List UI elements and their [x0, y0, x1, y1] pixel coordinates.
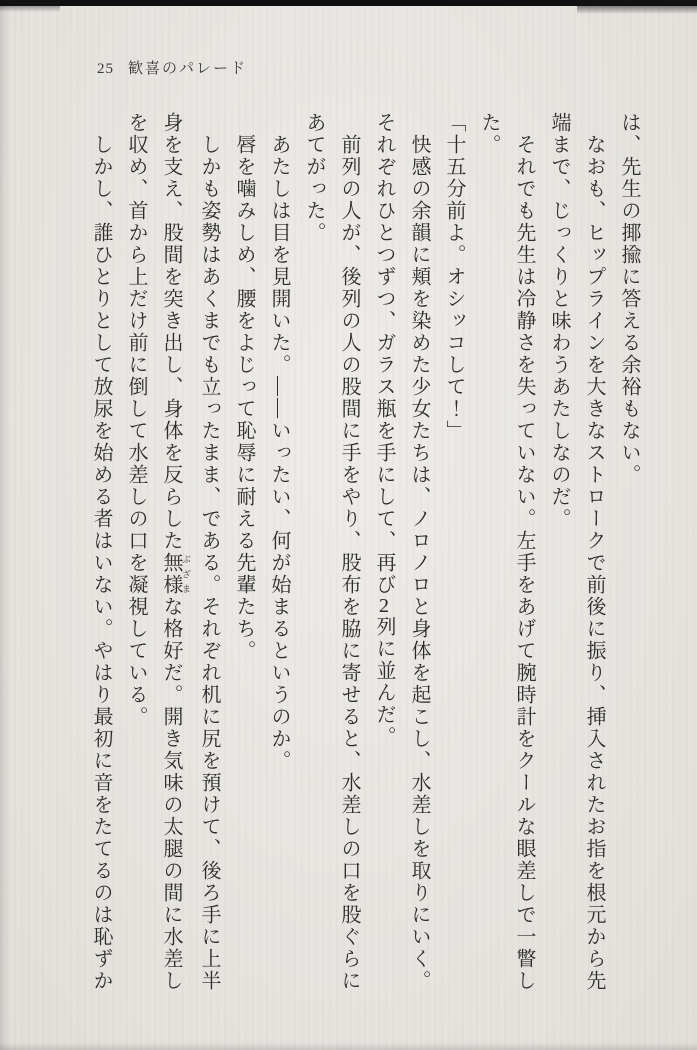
text-line: 「十五分前よ。オシッコして！」 — [443, 112, 465, 442]
text-line: あたしは目を見開いた。――いったい、何が始まるというのか。 — [268, 112, 290, 772]
text-line: た。 — [478, 112, 500, 156]
scan-shadow-top-right — [577, 0, 697, 14]
text-line: しかし、誰ひとりとして放尿を始める者はいない。やはり最初に音をたてるのは恥ずか — [90, 112, 112, 992]
text-line: 前列の人が、後列の人の股間に手をやり、股布を脇に寄せると、水差しの口を股ぐらに — [338, 112, 360, 992]
text-line: 身を支え、股間を突き出し、身体を反らした無様 ぶざまな格好だ。開き気味の太腿の間に水差し — [160, 112, 191, 992]
page-number: 25 — [97, 61, 114, 77]
text-line: それでも先生は冷静さを失っていない。左手をあげて腕時計をクールな眼差しで一瞥し — [513, 112, 535, 992]
scan-shadow-left — [0, 0, 10, 1050]
ruby-annotated-word: 無様 ぶざま — [160, 552, 191, 596]
text-line: 唇を噛みしめ、腰をよじって恥辱に耐える先輩たち。 — [233, 112, 255, 662]
text-line: は、先生の揶揄に答える余裕もない。 — [618, 112, 640, 486]
scan-shadow-bottom — [0, 1042, 697, 1050]
text-line: あてがった。 — [303, 112, 325, 244]
text-line: それぞれひとつずつ、ガラス瓶を手にして、再び2列に並んだ。 — [373, 112, 395, 748]
text-line: しかも姿勢はあくまでも立ったまま、である。それぞれ机に尻を預けて、後ろ手に上半 — [198, 112, 220, 992]
running-title: 歓喜のパレード — [128, 61, 248, 77]
text-line: 端まで、じっくりと味わうあたしなのだ。 — [548, 112, 570, 530]
text-line: なおも、ヒップラインを大きなストロークで前後に振り、挿入されたお指を根元から先 — [583, 112, 605, 992]
page-header — [97, 57, 247, 78]
text-line: 快感の余韻に頬を染めた少女たちは、ノロノロと身体を起こし、水差しを取りにいく。 — [408, 112, 430, 992]
text-column-block — [84, 112, 646, 996]
text-line: を収め、首から上だけ前に倒して水差しの口を凝視している。 — [125, 112, 147, 728]
